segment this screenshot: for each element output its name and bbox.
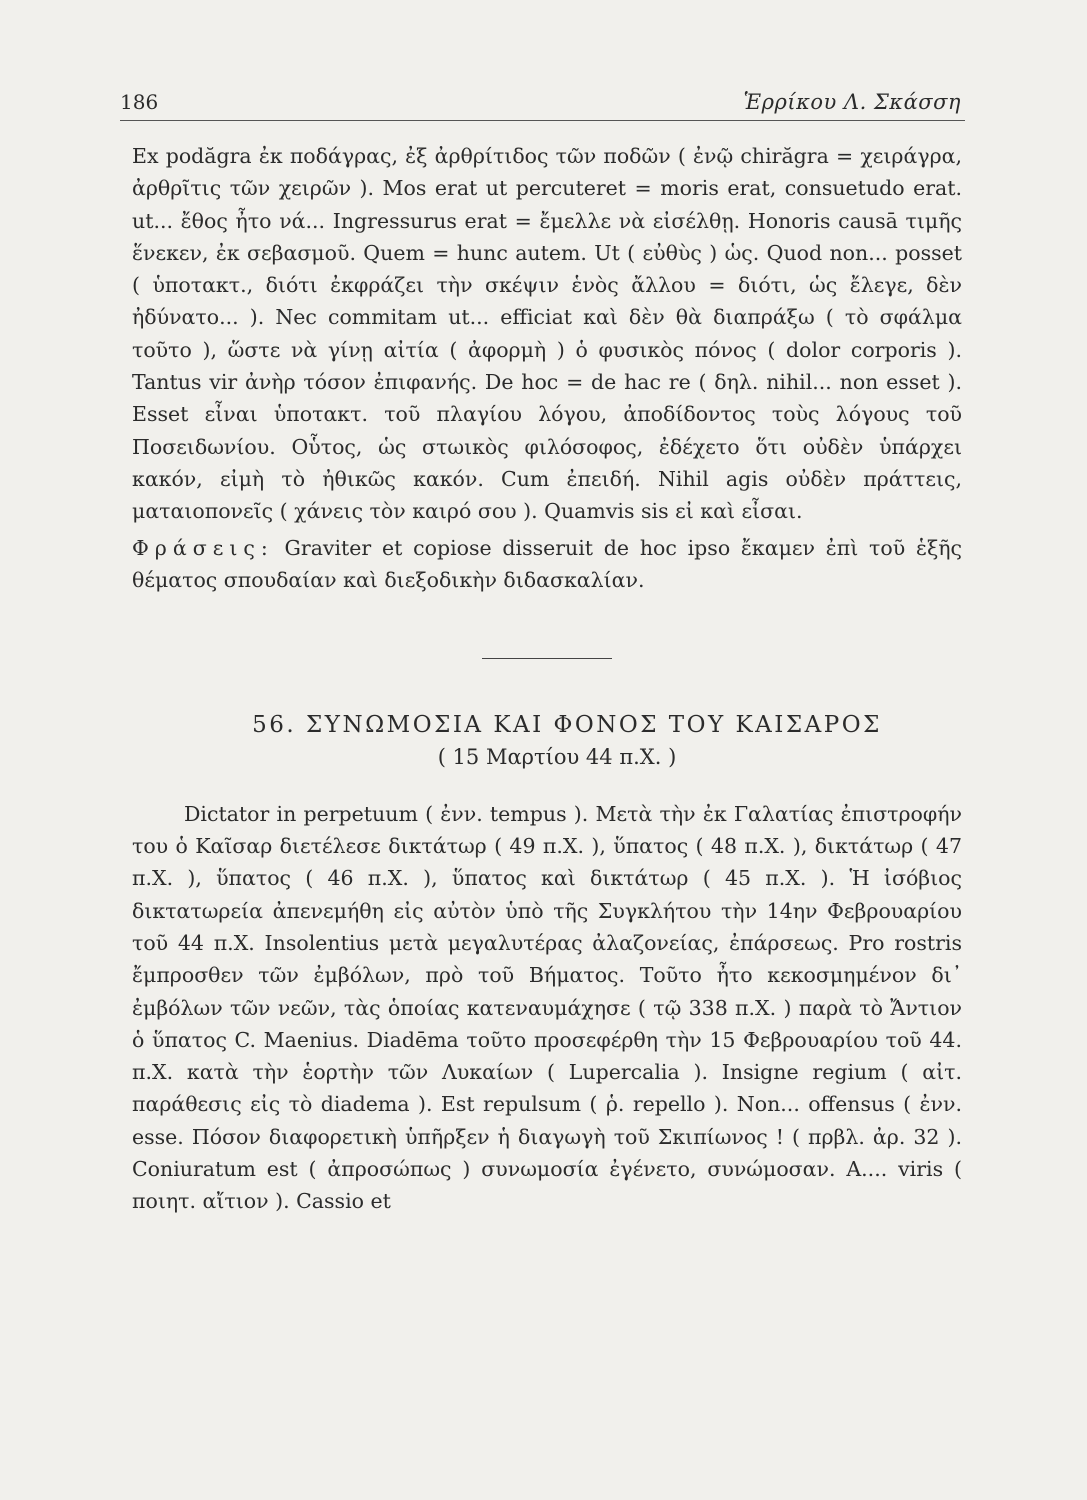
commentary-paragraph: Ex podăgra ἐκ ποδάγρας, ἐξ ἀρθρίτιδος τῶν ποδῶν ( ἐνῷ chirăgra = χειράγρα, ἀρθρῖτις τῶν χειρῶν ). Mos erat ut percuteret = moris erat, consuetudo erat. ut... ἔθος ἦτο νά... Ingressurus erat = ἔμελλε νὰ εἰσέλθῃ. Honoris causā τιμῆς ἕνεκεν, ἐκ σεβασμοῦ. Quem = hunc autem. Ut ( εὐθὺς ) ὡς. Quod non... posset ( ὑποτακτ., διότι ἐκφράζει τὴν σκέψιν ἑνὸς ἄλλου = διότι, ὡς ἔλεγε, δὲν ἠδύνατο... ). Nec commitam ut... efficiat καὶ δὲν θὰ διαπράξω ( τὸ σφάλμα τοῦτο ), ὥστε νὰ γίνῃ αἰτία ( ἀφορμὴ ) ὁ φυσικὸς πόνος ( dolor corporis ). Tantus vir ἀνὴρ τόσον ἐπιφανής. De hoc = de hac re ( δηλ. nihil... non esset ). Esset εἶναι ὑποτακτ. τοῦ πλαγίου λόγου, ἀποδίδοντος τοὺς λόγους τοῦ Ποσειδωνίου. Οὗτος, ὡς στωικὸς φιλόσοφος, ἐδέχετο ὅτι οὐδὲν ὑπάρχει κακόν, εἰμὴ τὸ ἠθικῶς κακόν. Cum ἐπειδή. Nihil agis οὐδὲν πράττεις, ματαιοπονεῖς ( χάνεις τὸν καιρό σου ). Quamvis sis εἰ καὶ εἶσαι.: [132, 144, 962, 524]
section-divider: [482, 658, 612, 659]
phrases-text: Graviter et copiose disseruit de hoc ipso ἔκαμεν ἐπὶ τοῦ ἑξῆς θέματος σπουδαίαν καὶ διεξοδικὴν διδασκαλίαν.: [132, 535, 962, 592]
page-content: [132, 140, 962, 1218]
phrases-paragraph: [132, 532, 962, 597]
page-header: [120, 78, 965, 121]
running-head: Ἑρρίκου Λ. Σκάσση: [743, 90, 961, 114]
page-number: 186: [120, 90, 159, 114]
section-subtitle: ( 15 Μαρτίου 44 π.Χ. ): [437, 745, 677, 770]
section-title: 56. ΣΥΝΩΜΟΣΙΑ ΚΑΙ ΦΟΝΟΣ ΤΟΥ ΚΑΙΣΑΡΟΣ: [252, 712, 882, 739]
phrases-label: Φράσεις:: [132, 535, 274, 560]
section-body-paragraph: Dictator in perpetuum ( ἐνν. tempus ). Μετὰ τὴν ἐκ Γαλατίας ἐπιστροφήν του ὁ Καῖσαρ διετέλεσε δικτάτωρ ( 49 π.Χ. ), ὕπατος ( 48 π.Χ. ), δικτάτωρ ( 47 π.Χ. ), ὕπατος ( 46 π.Χ. ), ὕπατος καὶ δικτάτωρ ( 45 π.Χ. ). Ἡ ἰσόβιος δικτατωρεία ἀπενεμήθη εἰς αὐτὸν ὑπὸ τῆς Συγκλήτου τὴν 14ην Φεβρουαρίου τοῦ 44 π.Χ. Insolentius μετὰ μεγαλυτέρας ἀλαζονείας, ἐπάρσεως. Pro rostris ἔμπροσθεν τῶν ἐμβόλων, πρὸ τοῦ Βήματος. Τοῦτο ἦτο κεκοσμημένον δι᾽ ἐμβόλων τῶν νεῶν, τὰς ὁποίας κατεναυμάχησε ( τῷ 338 π.Χ. ) παρὰ τὸ Ἄντιον ὁ ὕπατος C. Maenius. Diadēma τοῦτο προσεφέρθη τὴν 15 Φεβρουαρίου τοῦ 44. π.Χ. κατὰ τὴν ἑορτὴν τῶν Λυκαίων ( Lupercalia ). Insigne regium ( αἰτ. παράθεσις εἰς τὸ diadema ). Est repulsum ( ῥ. repello ). Non... offensus ( ἐνν. esse. Πόσον διαφορετικὴ ὑπῆρξεν ἡ διαγωγὴ τοῦ Σκιπίωνος ! ( πρβλ. ἀρ. 32 ). Coniuratum est ( ἀπροσώπως ) συνωμοσία ἐγένετο, συνώμοσαν. A.... viris ( ποιητ. αἴτιον ). Cassio et: [132, 801, 962, 1214]
